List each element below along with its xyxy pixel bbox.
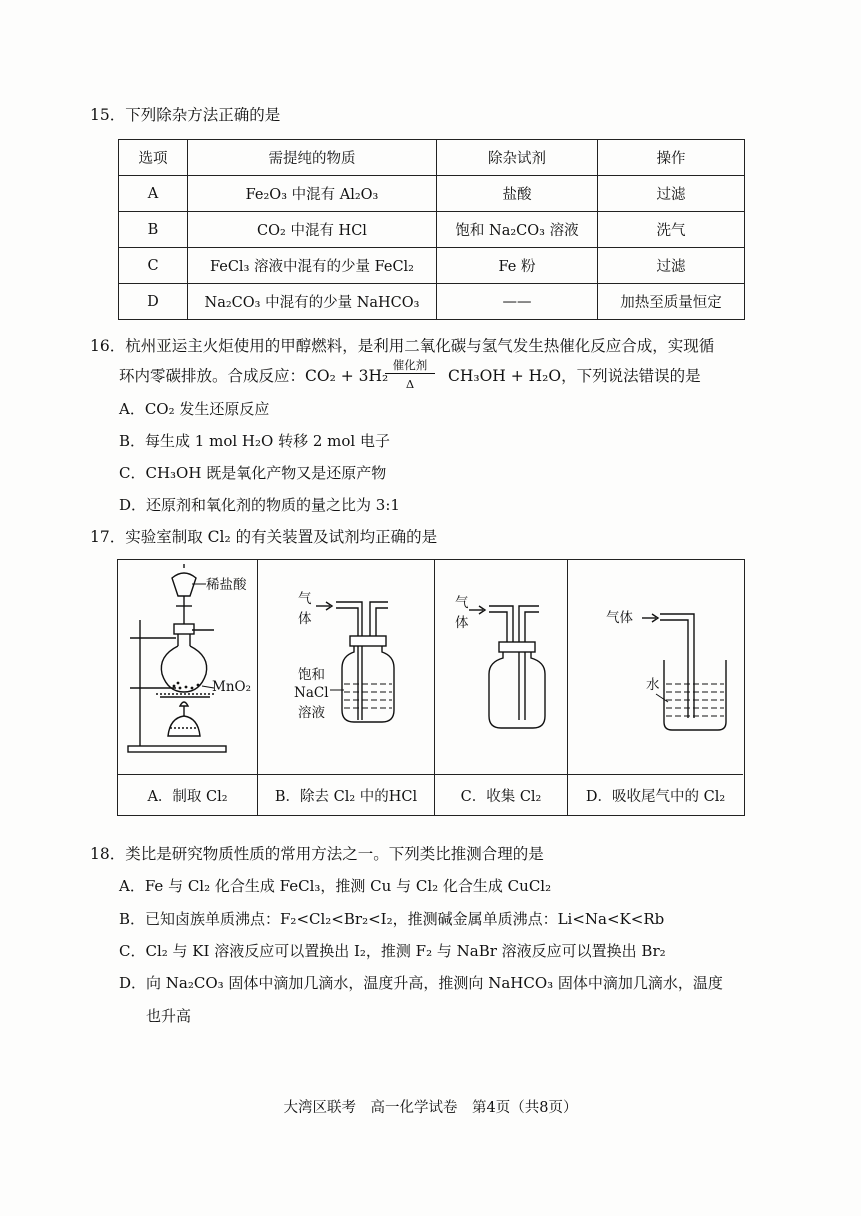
q18-option-a: A．Fe 与 Cl₂ 化合生成 FeCl₃，推测 Cu 与 Cl₂ 化合生成 CuCl₂ — [119, 877, 552, 895]
q18-stem: 18．类比是研究物质性质的常用方法之一。下列类比推测合理的是 — [90, 845, 544, 863]
panel-a — [118, 560, 258, 774]
q18-option-d: D．向 Na₂CO₃ 固体中滴加几滴水，温度升高，推测向 NaHCO₃ 固体中滴加几滴水，温度 — [119, 974, 723, 992]
table-cell: A — [119, 176, 188, 212]
solution-label-2: NaCl — [294, 685, 329, 701]
table-cell: 过滤 — [598, 176, 745, 212]
water-label: 水 — [646, 677, 660, 693]
table-header-row — [119, 140, 745, 176]
table-cell: Fe 粉 — [437, 248, 598, 284]
heat-symbol: Δ — [405, 377, 415, 391]
table-header: 选项 — [119, 140, 188, 176]
table-cell: 饱和 Na₂CO₃ 溶液 — [437, 212, 598, 248]
panel-b — [258, 560, 435, 774]
table-header: 操作 — [598, 140, 745, 176]
table-cell: C — [119, 248, 188, 284]
q18-option-c: C．Cl₂ 与 KI 溶液反应可以置换出 I₂，推测 F₂ 与 NaBr 溶液反应可以置换出 Br₂ — [119, 942, 666, 960]
page-footer: 大湾区联考 高一化学试卷 第4页（共8页） — [283, 1100, 578, 1116]
reaction-arrow — [385, 373, 435, 374]
table-cell: —— — [437, 284, 598, 320]
q15-stem: 15．下列除杂方法正确的是 — [90, 106, 281, 124]
table-cell: D — [119, 284, 188, 320]
panel-d-caption: D．吸收尾气中的 Cl₂ — [568, 774, 743, 815]
table-header: 除杂试剂 — [437, 140, 598, 176]
collection-bottle-drawing — [435, 560, 568, 774]
q16-stem-line1: 16．杭州亚运主火炬使用的甲醇燃料，是利用二氧化碳与氢气发生热催化反应合成，实现循 — [90, 337, 715, 355]
q17-stem: 17．实验室制取 Cl₂ 的有关装置及试剂均正确的是 — [90, 528, 438, 546]
gas-label-1: 气 — [455, 595, 469, 611]
q15-table — [118, 139, 745, 320]
table-row — [119, 284, 745, 320]
table-cell: CO₂ 中混有 HCl — [188, 212, 437, 248]
table-cell: Na₂CO₃ 中混有的少量 NaHCO₃ — [188, 284, 437, 320]
q16-option-b: B．每生成 1 mol H₂O 转移 2 mol 电子 — [119, 432, 390, 450]
table-header: 需提纯的物质 — [188, 140, 437, 176]
q16-stem-line2a: 环内零碳排放。合成反应：CO₂ + 3H₂ — [119, 367, 389, 385]
table-cell: 盐酸 — [437, 176, 598, 212]
q16-option-a: A．CO₂ 发生还原反应 — [119, 400, 270, 418]
solution-label-1: 饱和 — [298, 667, 325, 683]
q17-apparatus-grid — [117, 559, 745, 816]
catalyst-label: 催化剂 — [392, 358, 428, 372]
gas-label-1: 气 — [298, 591, 312, 607]
panel-c — [435, 560, 568, 774]
table-cell: 洗气 — [598, 212, 745, 248]
panel-b-caption: B．除去 Cl₂ 中的HCl — [258, 774, 435, 815]
panel-c-caption: C．收集 Cl₂ — [435, 774, 568, 815]
table-cell: FeCl₃ 溶液中混有的少量 FeCl₂ — [188, 248, 437, 284]
table-row — [119, 176, 745, 212]
table-cell: B — [119, 212, 188, 248]
table-row — [119, 212, 745, 248]
q16-option-c: C．CH₃OH 既是氧化产物又是还原产物 — [119, 464, 387, 482]
panel-d — [568, 560, 743, 774]
q18-option-b: B．已知卤族单质沸点：F₂<Cl₂<Br₂<I₂，推测碱金属单质沸点：Li<Na<K<Rb — [119, 910, 665, 928]
mno2-label: MnO₂ — [212, 679, 251, 695]
q16-stem-line2b: CH₃OH + H₂O，下列说法错误的是 — [448, 367, 701, 385]
table-cell: 加热至质量恒定 — [598, 284, 745, 320]
table-cell: Fe₂O₃ 中混有 Al₂O₃ — [188, 176, 437, 212]
q16-option-d: D．还原剂和氧化剂的物质的量之比为 3:1 — [119, 496, 400, 514]
gas-label: 气体 — [606, 610, 633, 626]
q18-option-d-continued: 也升高 — [146, 1007, 192, 1025]
gas-label-2: 体 — [298, 611, 312, 627]
gas-washing-bottle-drawing — [258, 560, 435, 774]
table-cell: 过滤 — [598, 248, 745, 284]
panel-a-caption: A．制取 Cl₂ — [118, 774, 258, 815]
table-row — [119, 248, 745, 284]
dilute-hcl-label: 稀盐酸 — [206, 577, 247, 593]
absorption-beaker-drawing — [568, 560, 743, 774]
gas-label-2: 体 — [455, 615, 469, 631]
solution-label-3: 溶液 — [298, 705, 325, 721]
